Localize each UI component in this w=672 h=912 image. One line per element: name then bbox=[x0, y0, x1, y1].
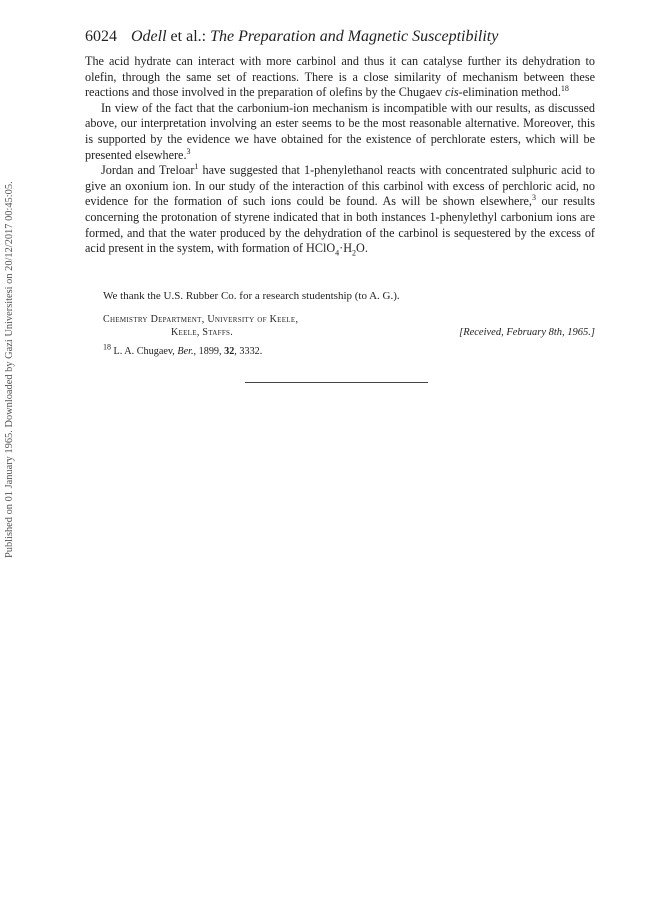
affiliation-line-1: Chemistry Department, University of Keele, bbox=[103, 314, 299, 325]
p1-text-a: The acid hydrate can interact with more carbinol and thus it can catalyse further its dehydration to olefin, through the same set of reactions. There is a close similarity of mechanism between these reactions and those involved in the preparation of olefins by the Chugaev bbox=[85, 54, 595, 100]
header-author: Odell bbox=[131, 28, 167, 45]
p1-ref: 18 bbox=[560, 84, 569, 94]
paragraph-1 bbox=[85, 54, 595, 101]
p3-ref-1: 1 bbox=[194, 162, 199, 172]
affiliation-line-2: Keele, Staffs. bbox=[171, 327, 234, 338]
paragraph-2 bbox=[85, 101, 595, 163]
received-label: [Received, February 8th, 1965.] bbox=[459, 327, 595, 338]
p3-text-c: our results concerning the protonation of styrene indicated that in both instances 1-phenylethyl carbonium ions are formed, and that the water produced by the dehydration of the carbinol is sequestered by the excess of acid present in the system, with formation of HClO bbox=[85, 194, 595, 256]
p1-text-b: -elimination method. bbox=[458, 85, 561, 100]
footnote-authors: L. A. Chugaev, bbox=[111, 346, 178, 357]
page-number: 6024 bbox=[85, 28, 117, 45]
acknowledgement: We thank the U.S. Rubber Co. for a research studentship (to A. G.). bbox=[103, 290, 400, 302]
running-header bbox=[85, 28, 595, 46]
footnote-ref: 18 bbox=[103, 342, 111, 352]
p3-ref-2: 3 bbox=[531, 193, 536, 203]
p3-end: O. bbox=[356, 241, 368, 256]
footnote-18 bbox=[103, 342, 263, 357]
p2-text: In view of the fact that the carbonium-ion mechanism is incompatible with our results, as discussed above, our interpretation involving an ester seems to be the most reasonable alternative. Moreover, this is supported by the evidence we have obtained for the existence of perchlorate esters, which will be presented elsewhere. bbox=[85, 100, 595, 162]
footnote-volume: 32 bbox=[224, 346, 235, 357]
article-body bbox=[85, 54, 595, 257]
p3-dot-h: ·H bbox=[339, 241, 353, 256]
affiliation-block bbox=[103, 313, 595, 339]
p3-sub-4: 4 bbox=[335, 248, 340, 258]
footnote-year: , 1899, bbox=[193, 346, 225, 357]
p3-sub-2: 2 bbox=[352, 248, 357, 258]
p3-text-a: Jordan and Treloar bbox=[101, 163, 195, 178]
footnote-journal: Ber. bbox=[177, 346, 194, 357]
download-watermark bbox=[4, 158, 18, 558]
received-date bbox=[459, 326, 595, 339]
p1-cis: cis bbox=[445, 85, 459, 100]
p3-text-b: have suggested that 1-phenylethanol reacts with concentrated sulphuric acid to give an oxonium ion. In our study of the interaction of this carbinol with excess of perchloric acid, no evidence for the formation of such ions could be found. As will be shown elsewhere, bbox=[85, 163, 595, 209]
header-title: The Preparation and Magnetic Susceptibility bbox=[210, 28, 499, 45]
paragraph-3 bbox=[85, 163, 595, 257]
footnote-pages: , 3332. bbox=[234, 346, 263, 357]
p2-ref: 3 bbox=[186, 146, 191, 156]
end-rule bbox=[245, 382, 428, 383]
header-etal: et al.: bbox=[170, 28, 207, 45]
download-watermark-text: Published on 01 January 1965. Downloaded by Gazi Universitesi on 20/12/2017 00:45:05. bbox=[4, 181, 15, 558]
